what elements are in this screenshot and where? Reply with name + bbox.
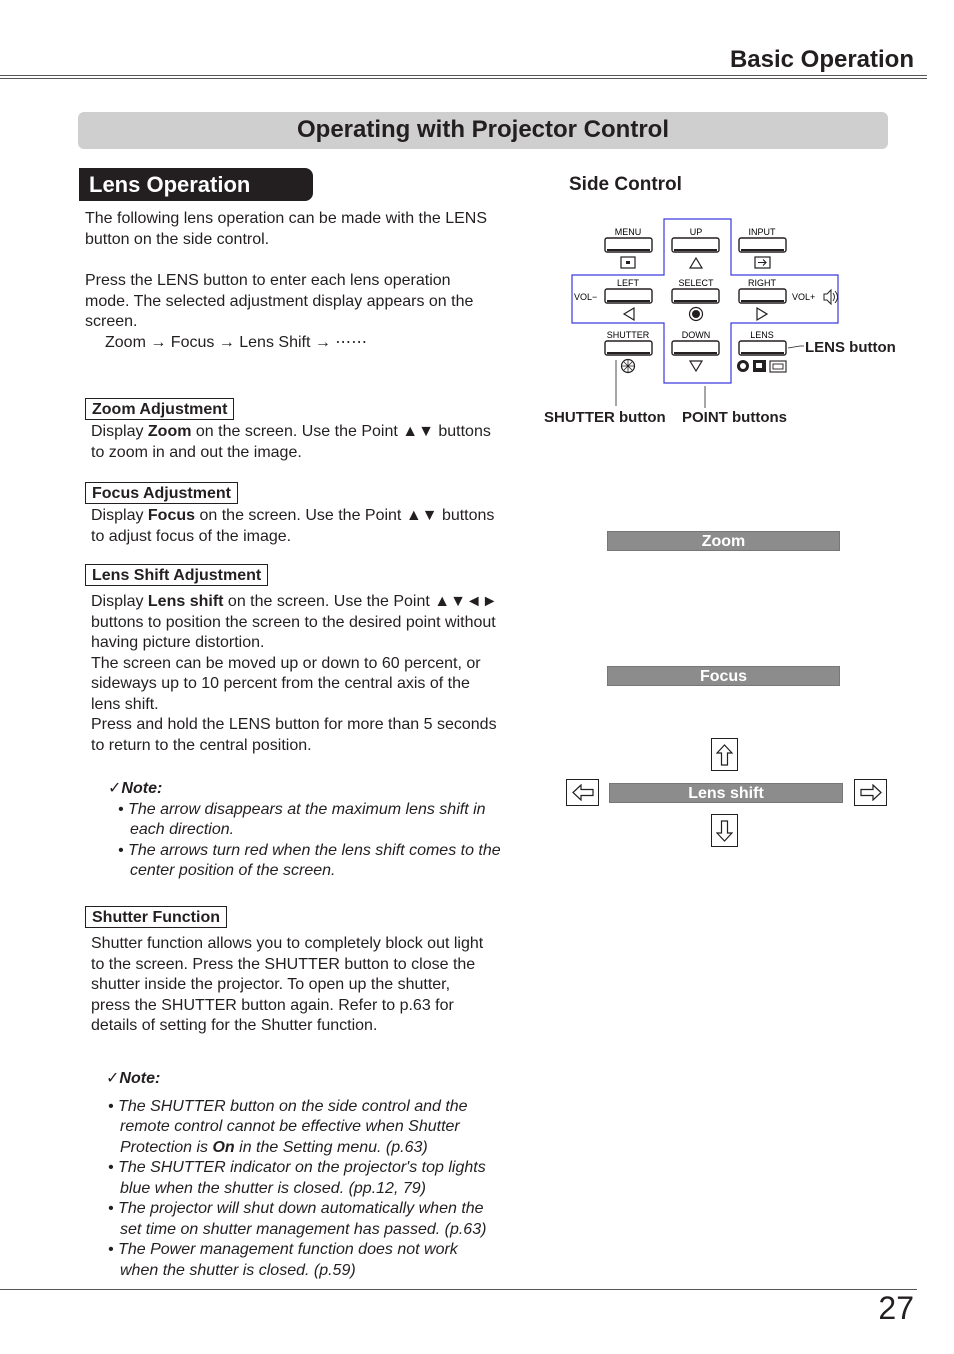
text-line: buttons to position the screen to the desired point without: [91, 613, 496, 631]
zoom-adjustment-label: Zoom Adjustment: [85, 398, 234, 420]
text-fragment: on the screen. Use the Point ▲▼◄►: [223, 593, 498, 610]
text-line: Press the LENS button to enter each lens operation: [85, 272, 451, 289]
menu-button: [605, 227, 652, 268]
text-fragment: Display: [91, 423, 148, 440]
zoom-osd-bar: Zoom: [607, 531, 840, 551]
shutter-label: SHUTTER: [606, 330, 650, 340]
page-banner: Operating with Projector Control: [78, 112, 888, 149]
text-line: to adjust focus of the image.: [91, 527, 292, 545]
checkmark-icon: ✓: [108, 780, 122, 797]
lens-callout-line: [788, 346, 804, 348]
intro-paragraph-2: [85, 271, 473, 353]
shift-right-arrow-icon: [854, 779, 887, 806]
shift-left-arrow-icon: [566, 779, 599, 806]
text-line: [91, 506, 494, 527]
text-fragment-bold: Zoom: [147, 423, 192, 440]
triangle-up-icon: [690, 258, 702, 268]
select-label: SELECT: [678, 278, 714, 288]
note-heading-text: Note:: [121, 780, 163, 797]
note-lens-shift: [108, 779, 528, 882]
text-fragment: on the screen. Use the Point ▲▼ buttons: [195, 507, 495, 524]
down-button: [672, 330, 719, 371]
focus-description: [91, 506, 494, 547]
point-buttons-callout: POINT buttons: [682, 409, 787, 426]
text-line: to the screen. Press the SHUTTER button to close the: [91, 955, 476, 973]
up-label: UP: [689, 227, 703, 237]
lens-shift-description: [91, 592, 498, 756]
text-line: • The projector will shut down automatically when the: [108, 1200, 484, 1217]
focus-osd-bar: Focus: [607, 666, 840, 686]
menu-label: MENU: [614, 227, 642, 237]
text-line: each direction.: [130, 821, 235, 838]
shift-down-arrow-icon: [711, 814, 738, 847]
shutter-icon: [622, 360, 635, 373]
text-line: sideways up to 10 percent from the central axis of the: [91, 675, 470, 692]
text-fragment-bold: On: [212, 1138, 235, 1156]
input-label: INPUT: [748, 227, 776, 237]
shift-up-arrow-icon: [711, 738, 738, 771]
text-line: The following lens operation can be made with the LENS: [85, 210, 488, 227]
section-title: Basic Operation: [729, 46, 914, 73]
text-fragment: Protection is: [120, 1138, 213, 1156]
lens-operation-heading: Lens Operation: [79, 168, 313, 201]
note-bullet: [106, 1199, 536, 1240]
text-line: [120, 1138, 536, 1159]
text-line: lens shift.: [91, 695, 159, 713]
text-line: details of setting for the Shutter function.: [91, 1017, 378, 1034]
text-fragment-bold: Lens shift: [147, 593, 224, 610]
intro-paragraph-1: [85, 209, 487, 250]
text-fragment: Display: [91, 507, 148, 524]
triangle-left-icon: [624, 308, 634, 320]
text-line: center position of the screen.: [130, 862, 336, 879]
text-line: blue when the shutter is closed. (pp.12, 79): [120, 1179, 426, 1197]
lens-button: [737, 330, 786, 372]
text-line: The screen can be moved up or down to 60 percent, or: [91, 654, 481, 672]
text-line: Shutter function allows you to completely block out light: [91, 935, 484, 952]
side-control-diagram: [560, 210, 920, 430]
text-line: • The Power management function does not work: [108, 1241, 458, 1258]
note-bullet: [106, 1240, 536, 1281]
lens-shift-osd-bar: Lens shift: [609, 783, 843, 803]
mode-sequence: Zoom → Focus → Lens Shift → ⋯⋯: [105, 333, 368, 351]
side-control-title: Side Control: [569, 174, 682, 195]
note-heading: [106, 1069, 536, 1090]
text-fragment: Display: [91, 593, 148, 610]
text-line: remote control cannot be effective when Shutter: [120, 1118, 460, 1135]
triangle-right-icon: [757, 308, 767, 320]
vol-minus-label: VOL−: [574, 292, 598, 302]
zoom-description: [91, 422, 491, 463]
lens-label: LENS: [750, 330, 774, 340]
focus-adjustment-label: Focus Adjustment: [85, 482, 238, 504]
text-line: screen.: [85, 313, 138, 330]
header-rule-2: [0, 78, 927, 79]
lens-shift-adjustment-label: Lens Shift Adjustment: [85, 564, 268, 586]
text-line: set time on shutter management has passed. (p.63): [120, 1220, 487, 1238]
text-fragment-bold: Focus: [147, 507, 196, 524]
text-line: press the SHUTTER button again. Refer to p.63 for: [91, 996, 454, 1014]
text-fragment: in the Setting menu. (p.63): [234, 1138, 428, 1156]
text-line: [91, 592, 498, 613]
note-heading-text: Note:: [119, 1070, 161, 1087]
text-line: having picture distortion.: [91, 634, 265, 651]
note-bullet: [108, 841, 528, 882]
left-button: [605, 278, 652, 320]
header-rule: [0, 75, 927, 76]
text-line: to zoom in and out the image.: [91, 443, 302, 461]
note-heading: [108, 779, 528, 800]
text-line: [91, 422, 491, 443]
text-line: shutter inside the projector. To open up the shutter,: [91, 976, 451, 993]
text-line: to return to the central position.: [91, 736, 312, 754]
lens-button-callout: LENS button: [805, 339, 896, 356]
left-label: LEFT: [616, 278, 640, 288]
speaker-icon: [824, 290, 838, 304]
note-bullet: [108, 800, 528, 841]
checkmark-icon: ✓: [106, 1070, 120, 1087]
input-button: [739, 227, 786, 268]
shutter-description: [91, 934, 483, 1037]
vol-plus-label: VOL+: [792, 292, 816, 302]
note-bullet: [106, 1158, 536, 1199]
text-line: mode. The selected adjustment display appears on the: [85, 292, 474, 310]
right-label: RIGHT: [748, 278, 776, 288]
text-line: • The arrow disappears at the maximum lens shift in: [118, 800, 486, 818]
text-line: button on the side control.: [85, 230, 270, 248]
text-line: when the shutter is closed. (p.59): [120, 1261, 356, 1279]
shutter-function-label: Shutter Function: [85, 906, 227, 928]
note-shutter: [106, 1069, 536, 1281]
select-button: [672, 278, 719, 321]
lens-icons: [737, 360, 786, 372]
text-line: • The SHUTTER indicator on the projector's top lights: [108, 1159, 486, 1176]
up-button: [672, 227, 719, 268]
text-fragment: on the screen. Use the Point ▲▼ buttons: [191, 423, 491, 440]
text-line: Press and hold the LENS button for more than 5 seconds: [91, 716, 497, 733]
shutter-button-callout: SHUTTER button: [544, 409, 666, 426]
right-button: [739, 278, 786, 320]
text-line: • The SHUTTER button on the side control and the: [108, 1097, 468, 1115]
footer-rule: [0, 1289, 917, 1290]
down-label: DOWN: [681, 330, 711, 340]
triangle-down-icon: [690, 361, 702, 371]
text-line: • The arrows turn red when the lens shift comes to the: [118, 841, 501, 859]
shutter-button: [605, 330, 652, 373]
page-number: 27: [878, 1290, 914, 1326]
note-bullet: [106, 1097, 536, 1159]
